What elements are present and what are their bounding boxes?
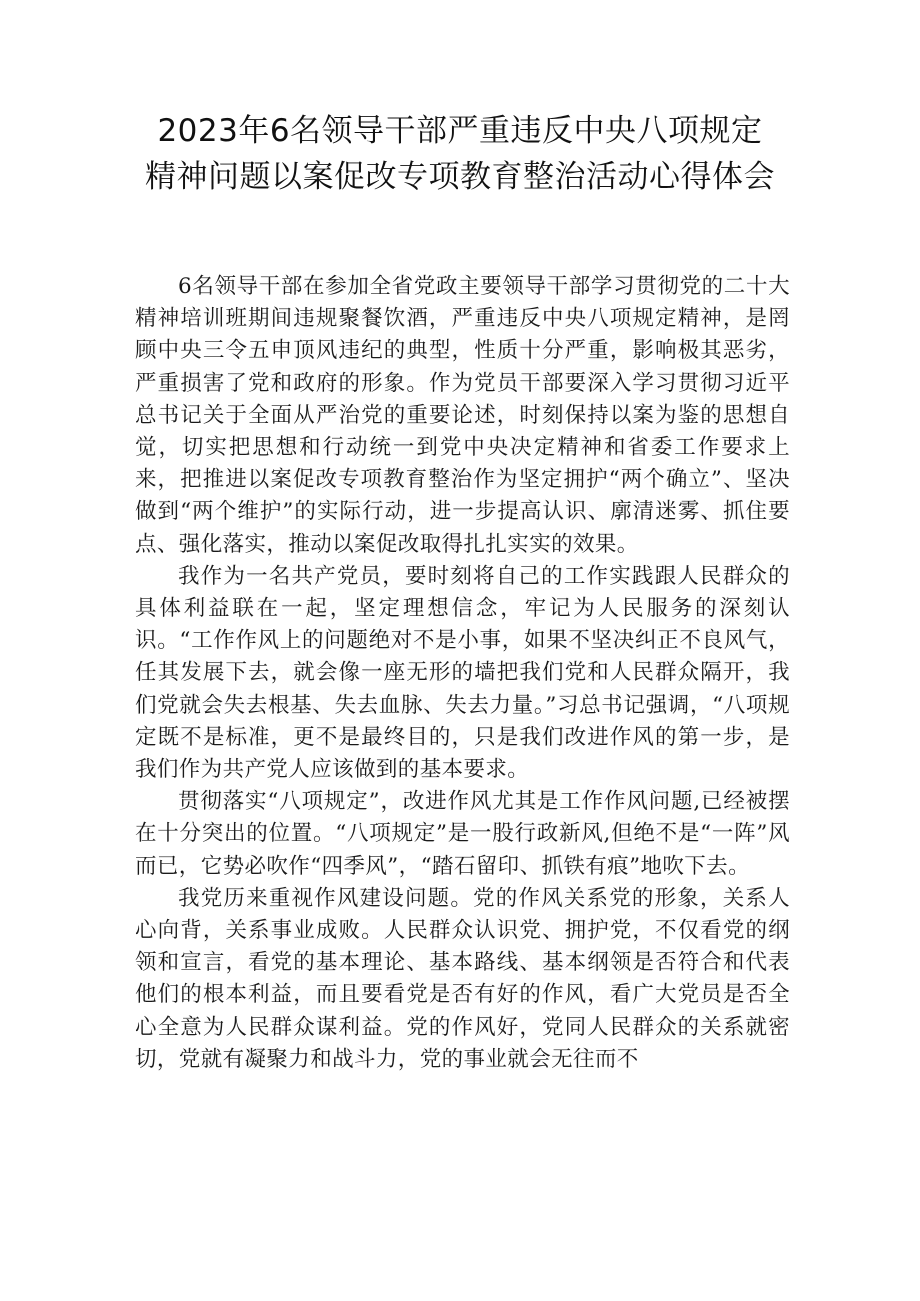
document-title xyxy=(100,108,820,200)
title-line-2: 精神问题以案促改专项教育整治活动心得体会 xyxy=(145,159,775,195)
paragraph-1: 6名领导干部在参加全省党政主要领导干部学习贯彻党的二十大精神培训班期间违规聚餐饮酒，严重违反中央八项规定精神，是罔顾中央三令五申顶风违纪的典型，性质十分严重，影响极其恶劣，严重损害了党和政府的形象。作为党员干部要深入学习贯彻习近平总书记关于全面从严治党的重要论述，时刻保持以案为鉴的思想自觉，切实把思想和行动统一到党中央决定精神和省委工作要求上来，把推进以案促改专项教育整治作为坚定拥护“两个确立”、坚决做到“两个维护”的实际行动，进一步提高认识、廓清迷雾、抓住要点、强化落实，推动以案促改取得扎扎实实的效果。 xyxy=(135,274,790,557)
paragraph-4: 我党历来重视作风建设问题。党的作风关系党的形象，关系人心向背，关系事业成败。人民群众认识党、拥护党，不仅看党的纲领和宣言，看党的基本理论、基本路线、基本纲领是否符合和代表他们的根本利益，而且要看党是否有好的作风，看广大党员是否全心全意为人民群众谋利益。党的作风好，党同人民群众的关系就密切，党就有凝聚力和战斗力，党的事业就会无往而不 xyxy=(135,885,790,1072)
paragraph-3: 贯彻落实“八项规定”，改进作风尤其是工作作风问题,已经被摆在十分突出的位置。“八项规定”是一股行政新风,但绝不是“一阵”风而已，它势必吹作“四季风”，“踏石留印、抓铁有痕”地吹下去。 xyxy=(135,789,790,879)
paragraph-2: 我作为一名共产党员，要时刻将自己的工作实践跟人民群众的具体利益联在一起，坚定理想信念，牢记为人民服务的深刻认识。“工作作风上的问题绝对不是小事，如果不坚决纠正不良风气，任其发展下去，就会像一座无形的墙把我们党和人民群众隔开，我们党就会失去根基、失去血脉、失去力量。”习总书记强调，“八项规定既不是标准，更不是最终目的，只是我们改进作风的第一步，是我们作为共产党人应该做到的基本要求。 xyxy=(135,563,790,783)
title-line-1: 2023年6名领导干部严重违反中央八项规定 xyxy=(157,113,763,149)
document-body xyxy=(135,271,790,1076)
